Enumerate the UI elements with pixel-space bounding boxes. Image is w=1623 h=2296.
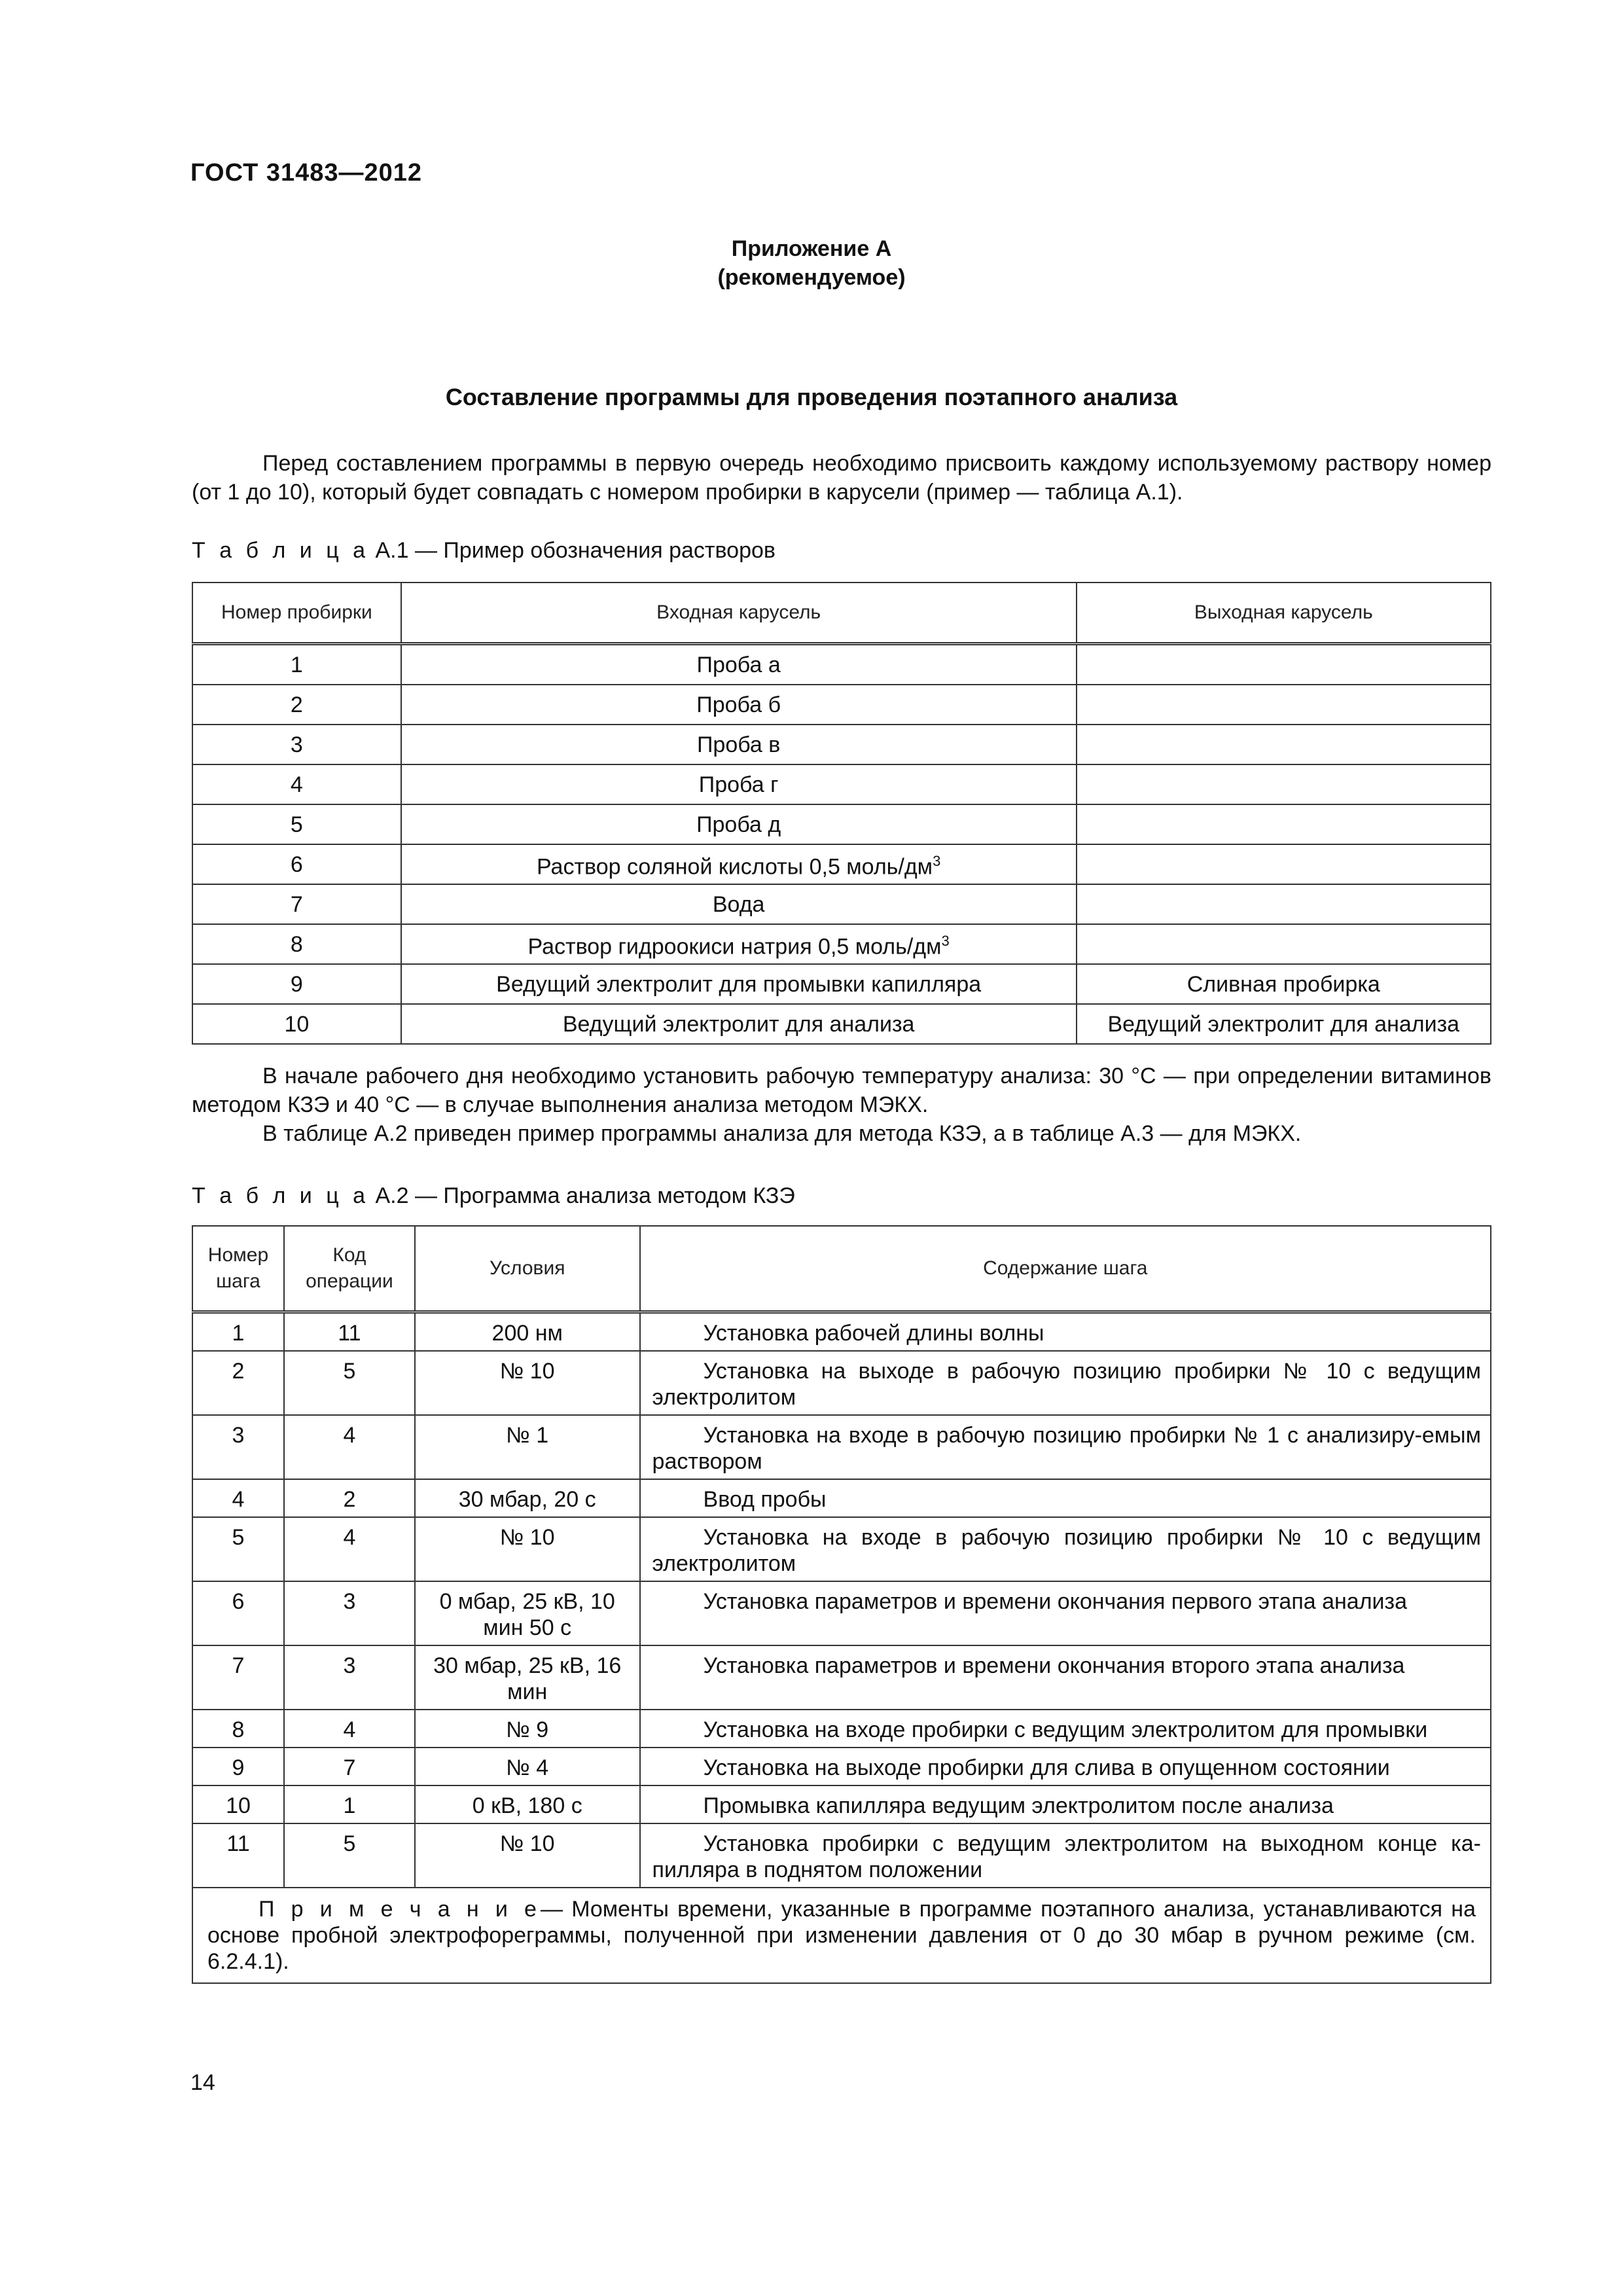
input-carousel: Проба в [401, 725, 1077, 764]
input-carousel: Проба г [401, 764, 1077, 804]
step-content-text: Установка на входе в рабочую позицию пробирки № 1 с анализиру-емым раствором [652, 1423, 1481, 1474]
step-content-text: Установка на выходе в рабочую позицию пробирки № 10 с ведущим электролитом [652, 1359, 1481, 1410]
step-number: 9 [192, 1748, 284, 1785]
output-carousel [1077, 884, 1491, 924]
input-carousel [401, 924, 1077, 964]
table-row [192, 964, 1491, 1004]
step-number: 3 [192, 1415, 284, 1479]
operation-code: 11 [284, 1312, 415, 1352]
step-content-text: Установка пробирки с ведущим электролитом на выходном конце ка-пилляра в поднятом положении [652, 1831, 1481, 1882]
output-carousel: Сливная пробирка [1077, 964, 1491, 1004]
table-row [192, 924, 1491, 964]
step-conditions: № 9 [415, 1710, 640, 1748]
table-row [192, 1581, 1491, 1645]
step-content [640, 1479, 1491, 1517]
table1-header-num: Номер пробирки [192, 583, 401, 644]
tables-reference-paragraph [192, 1119, 1491, 1148]
operation-code: 4 [284, 1517, 415, 1581]
input-carousel-text: Раствор соляной кислоты 0,5 моль/дм [537, 854, 933, 880]
table-row [192, 884, 1491, 924]
step-number: 5 [192, 1517, 284, 1581]
table2-header-content: Содержание шага [640, 1226, 1491, 1312]
table-row [192, 844, 1491, 884]
table-row [192, 804, 1491, 844]
table-row [192, 1645, 1491, 1710]
table-solutions [192, 582, 1491, 1045]
step-conditions: № 10 [415, 1351, 640, 1415]
table1-caption [192, 538, 776, 564]
tables-reference-text: В таблице А.2 приведен пример программы анализа для метода КЗЭ, а в таблице А.3 — для МЭКХ. [262, 1121, 1302, 1146]
step-number: 8 [192, 1710, 284, 1748]
step-content [640, 1351, 1491, 1415]
table-row [192, 725, 1491, 764]
output-carousel [1077, 764, 1491, 804]
step-conditions: 0 мбар, 25 кВ, 10 мин 50 с [415, 1581, 640, 1645]
step-conditions: № 1 [415, 1415, 640, 1479]
table1-header-input: Входная карусель [401, 583, 1077, 644]
operation-code: 4 [284, 1415, 415, 1479]
step-number: 4 [192, 1479, 284, 1517]
table-row [192, 1517, 1491, 1581]
step-number: 7 [192, 1645, 284, 1710]
temperature-paragraph [192, 1062, 1491, 1119]
step-conditions: 30 мбар, 25 кВ, 16 мин [415, 1645, 640, 1710]
table-row [192, 1823, 1491, 1888]
intro-text: Перед составлением программы в первую очередь необходимо присвоить каждому используемому раствору номер (от 1 до 10), который будет совпадать с номером пробирки в карусели (пример — таблица А.1). [192, 451, 1491, 505]
input-carousel [401, 844, 1077, 884]
step-content [640, 1517, 1491, 1581]
table-row [192, 1710, 1491, 1748]
step-content [640, 1823, 1491, 1888]
table2-caption [192, 1183, 795, 1209]
input-carousel: Ведущий электролит для анализа [401, 1004, 1077, 1044]
table-row [192, 1479, 1491, 1517]
operation-code: 5 [284, 1351, 415, 1415]
step-content [640, 1312, 1491, 1352]
step-number: 6 [192, 1581, 284, 1645]
step-content [640, 1785, 1491, 1823]
unit-exponent: 3 [933, 853, 941, 870]
table-row [192, 1351, 1491, 1415]
step-content [640, 1748, 1491, 1785]
table1-header-row [192, 583, 1491, 644]
table1-header-output: Выходная карусель [1077, 583, 1491, 644]
operation-code: 3 [284, 1581, 415, 1645]
step-content-text: Ввод пробы [703, 1487, 827, 1512]
table-row [192, 1748, 1491, 1785]
table-row [192, 1312, 1491, 1352]
table2-header-row [192, 1226, 1491, 1312]
page-number: 14 [190, 2070, 215, 2095]
step-conditions: 200 нм [415, 1312, 640, 1352]
unit-exponent: 3 [941, 933, 950, 950]
middle-paragraph [192, 1062, 1491, 1148]
table1-caption-prefix: Т а б л и ц а [192, 538, 370, 563]
operation-code: 2 [284, 1479, 415, 1517]
table2-header-step: Номер шага [192, 1226, 284, 1312]
table-row [192, 1415, 1491, 1479]
step-content-text: Установка параметров и времени окончания второго этапа анализа [703, 1653, 1405, 1678]
table2-header-code: Код операции [284, 1226, 415, 1312]
step-content [640, 1710, 1491, 1748]
output-carousel [1077, 685, 1491, 725]
tube-number: 8 [192, 924, 401, 964]
output-carousel [1077, 725, 1491, 764]
step-content [640, 1415, 1491, 1479]
step-number: 11 [192, 1823, 284, 1888]
operation-code: 5 [284, 1823, 415, 1888]
tube-number: 6 [192, 844, 401, 884]
tube-number: 9 [192, 964, 401, 1004]
step-number: 1 [192, 1312, 284, 1352]
step-content-text: Установка на входе в рабочую позицию пробирки № 10 с ведущим электролитом [652, 1525, 1481, 1576]
note-text: — Моменты времени, указанные в программе поэтапного анализа, устанавливаются на основе пробной электрофореграммы, полученной при изменении давления от 0 до 30 мбар в ручном режиме (см. 6.2.4.1). [207, 1897, 1476, 1974]
table-row [192, 764, 1491, 804]
step-conditions: 0 кВ, 180 с [415, 1785, 640, 1823]
input-carousel: Ведущий электролит для промывки капилляра [401, 964, 1077, 1004]
intro-paragraph [192, 449, 1491, 507]
note-label: П р и м е ч а н и е [259, 1897, 541, 1922]
step-content-text: Установка параметров и времени окончания первого этапа анализа [703, 1589, 1408, 1614]
input-carousel: Вода [401, 884, 1077, 924]
annex-block [0, 234, 1623, 292]
annex-title: Приложение А [731, 236, 892, 261]
table2-caption-text: А.2 — Программа анализа методом КЗЭ [375, 1183, 795, 1208]
operation-code: 7 [284, 1748, 415, 1785]
tube-number: 10 [192, 1004, 401, 1044]
table-note-row [192, 1888, 1491, 1983]
operation-code: 3 [284, 1645, 415, 1710]
step-conditions: № 4 [415, 1748, 640, 1785]
table-row [192, 1785, 1491, 1823]
operation-code: 4 [284, 1710, 415, 1748]
table2-caption-prefix: Т а б л и ц а [192, 1183, 370, 1208]
table-program [192, 1225, 1491, 1984]
step-conditions: № 10 [415, 1823, 640, 1888]
input-carousel: Проба а [401, 644, 1077, 685]
tube-number: 4 [192, 764, 401, 804]
step-number: 2 [192, 1351, 284, 1415]
output-carousel: Ведущий электролит для анализа [1077, 1004, 1491, 1044]
tube-number: 1 [192, 644, 401, 685]
step-number: 10 [192, 1785, 284, 1823]
table-row [192, 685, 1491, 725]
standard-header: ГОСТ 31483—2012 [190, 159, 423, 187]
section-heading: Составление программы для проведения поэтапного анализа [445, 384, 1178, 410]
step-content [640, 1645, 1491, 1710]
table-row [192, 644, 1491, 685]
input-carousel: Проба б [401, 685, 1077, 725]
temperature-text: В начале рабочего дня необходимо установить рабочую температуру анализа: 30 °С — при определении витаминов методом КЗЭ и 40 °С — в случае выполнения анализа методом МЭКХ. [192, 1064, 1491, 1117]
step-content-text: Установка рабочей длины волны [703, 1321, 1044, 1346]
step-content-text: Установка на выходе пробирки для слива в опущенном состоянии [703, 1755, 1390, 1780]
table1-caption-text: А.1 — Пример обозначения растворов [375, 538, 776, 563]
output-carousel [1077, 924, 1491, 964]
input-carousel: Проба д [401, 804, 1077, 844]
table-note [192, 1888, 1491, 1983]
input-carousel-text: Раствор гидроокиси натрия 0,5 моль/дм [527, 934, 942, 960]
step-content [640, 1581, 1491, 1645]
tube-number: 7 [192, 884, 401, 924]
output-carousel [1077, 804, 1491, 844]
tube-number: 3 [192, 725, 401, 764]
annex-subtitle: (рекомендуемое) [717, 265, 906, 290]
operation-code: 1 [284, 1785, 415, 1823]
step-content-text: Промывка капилляра ведущим электролитом после анализа [703, 1793, 1334, 1818]
step-conditions: 30 мбар, 20 с [415, 1479, 640, 1517]
table2-header-conditions: Условия [415, 1226, 640, 1312]
tube-number: 5 [192, 804, 401, 844]
table-row [192, 1004, 1491, 1044]
output-carousel [1077, 844, 1491, 884]
output-carousel [1077, 644, 1491, 685]
tube-number: 2 [192, 685, 401, 725]
step-content-text: Установка на входе пробирки с ведущим электролитом для промывки [703, 1717, 1428, 1742]
step-conditions: № 10 [415, 1517, 640, 1581]
